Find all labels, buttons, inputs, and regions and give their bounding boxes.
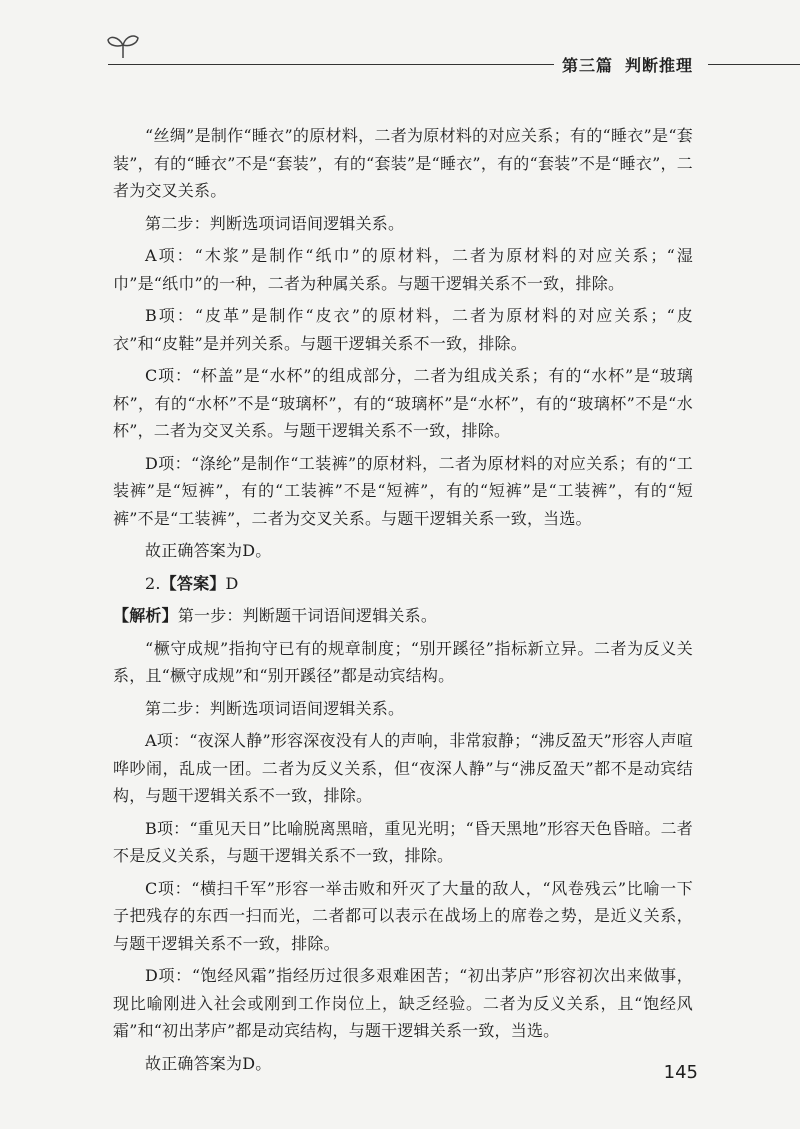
answer-prefix: 2. — [145, 573, 161, 593]
page-content — [113, 122, 693, 1082]
header-section: 判断推理 — [625, 56, 694, 75]
paragraph: 故正确答案为D。 — [145, 541, 272, 560]
header-rule-left — [108, 64, 554, 65]
analysis-text: 第一步：判断题干词语间逻辑关系。 — [177, 606, 438, 625]
paragraph: C项：“横扫千军”形容一举击败和歼灭了大量的敌人，“风卷残云”比喻一下子把残存的东西一扫而光，二者都可以表示在战场上的席卷之势，是近义关系，与题干逻辑关系不一致，排除。 — [113, 878, 693, 953]
answer-label: 【答案】 — [160, 573, 226, 593]
header-part: 第三篇 — [562, 56, 614, 75]
paragraph: B项：“皮革”是制作“皮衣”的原材料，二者为原材料的对应关系；“皮衣”和“皮鞋”是并列关系。与题干逻辑关系不一致，排除。 — [113, 306, 693, 353]
paragraph: 第二步：判断选项词语间逻辑关系。 — [145, 698, 405, 718]
answer-value: D — [225, 573, 239, 593]
paragraph: A项：“木浆”是制作“纸巾”的原材料，二者为原材料的对应关系；“湿巾”是“纸巾”的一种，二者为种属关系。与题干逻辑关系不一致，排除。 — [113, 246, 693, 293]
paragraph: A项：“夜深人静”形容深夜没有人的声响，非常寂静；“沸反盈天”形容人声喧哗吵闹，乱成一团。二者为反义关系，但“夜深人静”与“沸反盈天”都不是动宾结构，与题干逻辑关系不一致，排除。 — [113, 731, 693, 805]
paragraph: “丝绸”是制作“睡衣”的原材料，二者为原材料的对应关系；有的“睡衣”是“套装”，有的“睡衣”不是“套装”，有的“套装”是“睡衣”，有的“套装”不是“睡衣”，二者为交叉关系。 — [113, 126, 693, 200]
header-title — [562, 53, 706, 75]
paragraph: D项：“涤纶”是制作“工装裤”的原材料，二者为原材料的对应关系；有的“工装裤”是“短裤”，有的“工装裤”不是“短裤”，有的“短裤”是“工装裤”，有的“短裤”不是“工装裤”，二者为交叉关系。与题干逻辑关系一致，当选。 — [113, 453, 693, 528]
paragraph: B项：“重见天日”比喻脱离黑暗，重见光明；“昏天黑地”形容天色昏暗。二者不是反义关系，与题干逻辑关系不一致，排除。 — [113, 818, 693, 865]
page-number: 145 — [663, 1062, 698, 1083]
paragraph: 故正确答案为D。 — [145, 1053, 272, 1073]
paragraph: “橛守成规”指拘守已有的规章制度；“别开蹊径”指标新立异。二者为反义关系，且“橛守成规”和“别开蹊径”都是动宾结构。 — [113, 638, 693, 685]
sprout-icon — [106, 30, 140, 60]
answer-line — [113, 570, 693, 598]
paragraph: D项：“饱经风霜”指经历过很多艰难困苦；“初出茅庐”形容初次出来做事，现比喻刚进入社会或刚到工作岗位上，缺乏经验。二者为反义关系，且“饱经风霜”和“初出茅庐”都是动宾结构，与题干逻辑关系一致，当选。 — [113, 966, 693, 1040]
analysis-label: 【解析】 — [113, 606, 178, 625]
page-header — [0, 0, 800, 90]
paragraph: 第二步：判断选项词语间逻辑关系。 — [145, 213, 405, 233]
analysis-line — [113, 602, 693, 630]
header-rule-right — [708, 64, 800, 65]
paragraph: C项：“杯盖”是“水杯”的组成部分，二者为组成关系；有的“水杯”是“玻璃杯”，有的“水杯”不是“玻璃杯”，有的“玻璃杯”是“水杯”，有的“玻璃杯”不是“水杯”，二者为交叉关系。与题干逻辑关系不一致，排除。 — [113, 366, 693, 440]
